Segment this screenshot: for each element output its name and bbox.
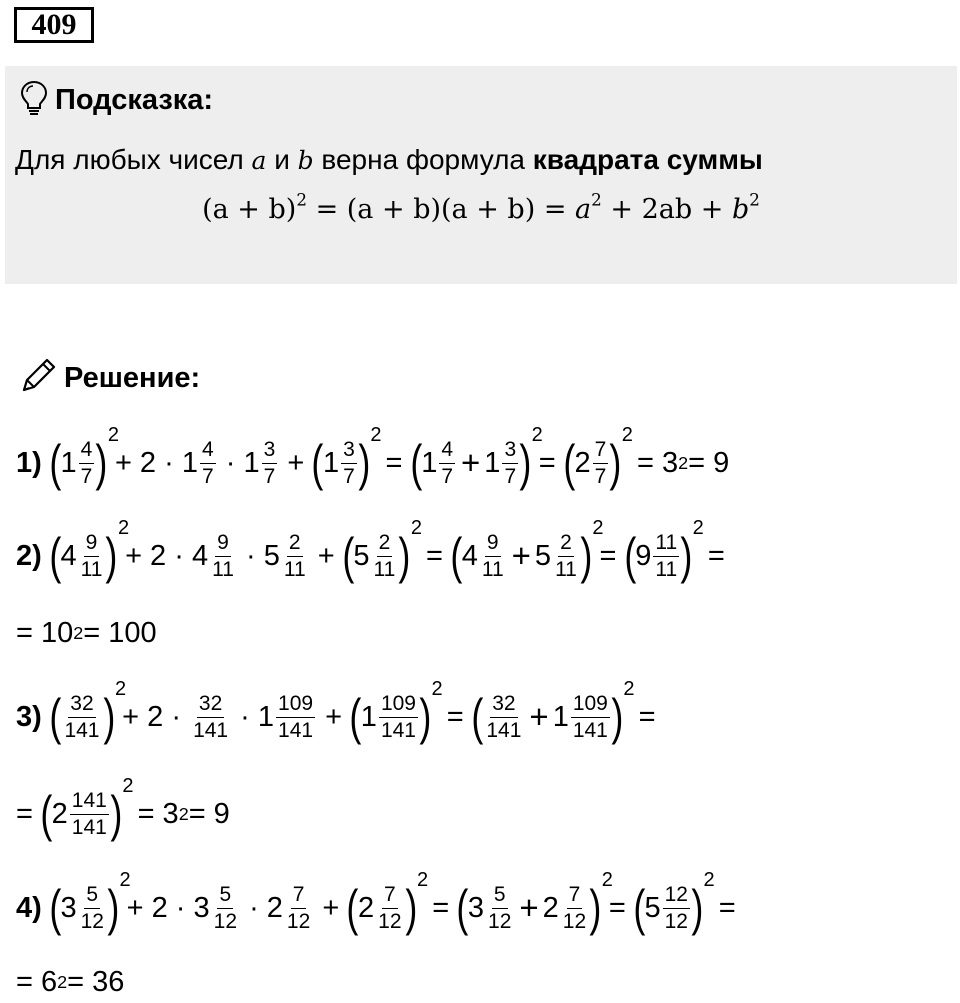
hint-header (19, 82, 213, 118)
hint-text: Для любых чисел a и b верна формула квадрата суммы (15, 144, 763, 175)
hint-title: Подсказка: (55, 83, 214, 116)
pencil-icon (18, 356, 58, 401)
hint-box (5, 66, 957, 284)
solution-line-2: 2) ( 4 $\frac{9}{11}$ ) 2 + 2 · 4 $\frac{9}{11}$ · 5 $\frac{2}{11}$ + ( 5 $\frac{2}{11}$ ) 2 = ( 4 $\frac{9}{11}$ + 5 $\frac{2}{11}$ ) 2 = ( 9 $\frac{11}{11}$ ) 2 = (16, 516, 725, 584)
problem-number: 409 (14, 7, 94, 43)
lightbulb-icon (19, 80, 49, 121)
solution-line-4-cont: = 6 2 = 36 (16, 965, 125, 998)
solution-line-2-cont: = 10 2 = 100 (16, 616, 157, 649)
solution-line-3-cont: = ( 2 $\frac{141}{141}$ ) 2 = 3 2 = 9 (16, 774, 230, 842)
solution-line-3: 3) ( $\frac{32}{141}$ ) 2 + 2 · $\frac{32}{141}$ · 1 $\frac{109}{141}$ + ( 1 $\frac{109}{141}$ ) 2 = ( $\frac{32}{141}$ + 1 $\frac{109}{141}$ ) 2 = (16, 677, 656, 745)
solution-header (18, 356, 200, 400)
square-of-sum-formula: $(a + b)^2 = (a + b)(a + b) = a^2 + 2ab + b^2$ (202, 189, 760, 225)
solution-title: Решение: (64, 361, 201, 394)
solution-line-4: 4) ( 3 $\frac{5}{12}$ ) 2 + 2 · 3 $\frac{5}{12}$ · 2 $\frac{7}{12}$ + ( 2 $\frac{7}{12}$ ) 2 = ( 3 $\frac{5}{12}$ + 2 $\frac{7}{12}$ ) 2 = ( 5 $\frac{12}{12}$ ) 2 = (16, 868, 736, 936)
solution-line-1: 1) ( 1 $\frac{4}{7}$ ) 2 + 2 · 1 $\frac{4}{7}$ · 1 $\frac{3}{7}$ + ( 1 $\frac{3}{7}$ ) 2 = ( 1 $\frac{4}{7}$ + 1 $\frac{3}{7}$ ) 2 = ( 2 $\frac{7}{7}$ ) 2 = 3 2 = 9 (16, 423, 730, 491)
